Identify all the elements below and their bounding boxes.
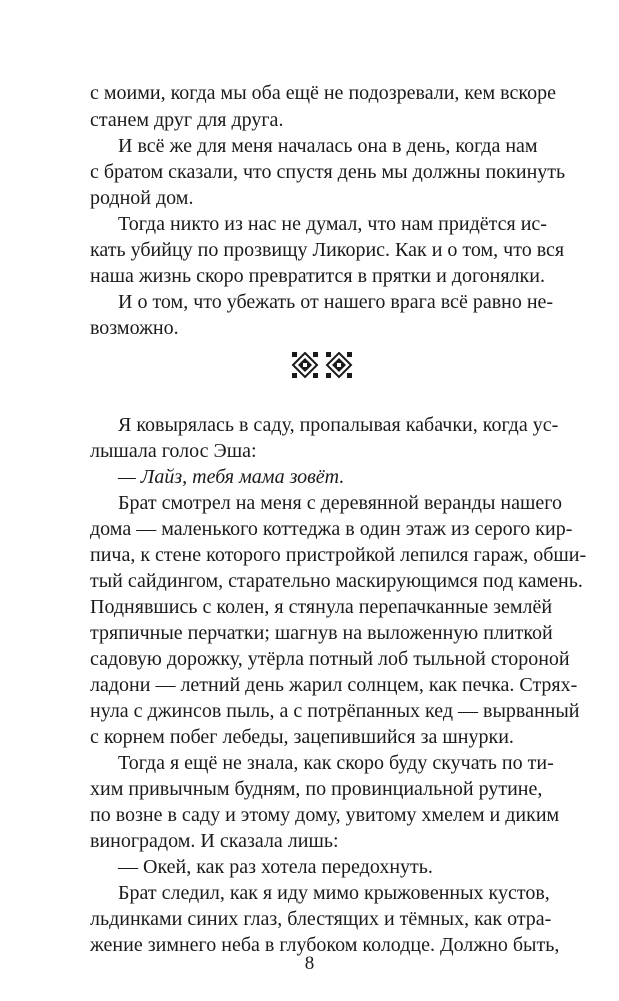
text-line: виноградом. И сказала лишь:	[90, 830, 339, 852]
text-line: Брат смотрел на меня с деревянной веранды нашего	[118, 492, 562, 514]
text-line: льдинками синих глаз, блестящих и тёмных, как отра-	[90, 908, 552, 930]
text-line: И о том, что убежать от нашего врага всё равно не-	[118, 291, 554, 313]
text-line: ладони — летний день жарил солнцем, как печка. Стрях-	[90, 674, 578, 696]
text-line: хим привычным будням, по провинциальной рутине,	[90, 778, 543, 800]
text-line: возможно.	[90, 317, 179, 339]
text-line: Тогда я ещё не знала, как скоро буду скучать по ти-	[118, 752, 554, 774]
text-line: Тогда никто из нас не думал, что нам придётся ис-	[118, 213, 547, 235]
text-line: садовую дорожку, утёрла потный лоб тыльной стороной	[90, 648, 570, 670]
text-line: с братом сказали, что спустя день мы должны покинуть	[90, 161, 566, 183]
dialogue-line: — Лайз, тебя мама зовёт.	[118, 466, 345, 488]
text-line: нула с джинсов пыль, а с потрёпанных кед — вырванный	[90, 700, 580, 722]
text-line: лышала голос Эша:	[90, 440, 257, 462]
page-number: 8	[304, 953, 315, 974]
text-line: И всё же для меня началась она в день, когда нам	[118, 135, 538, 157]
double-diamond-ornament-icon	[290, 352, 358, 380]
dialogue-line: — Окей, как раз хотела передохнуть.	[118, 856, 433, 878]
text-line: кать убийцу по прозвищу Ликорис. Как и о том, что вся	[90, 239, 565, 261]
text-line: с моими, когда мы оба ещё не подозревали, кем вскоре	[90, 82, 556, 104]
text-line: Брат следил, как я иду мимо крыжовенных кустов,	[118, 882, 550, 904]
text-line: тый сайдингом, старательно маскирующимся под камень.	[90, 570, 583, 592]
text-line: пича, к стене которого пристройкой лепился гараж, обши-	[90, 544, 587, 566]
text-line: с корнем побег лебеды, зацепившийся за шнурки.	[90, 726, 514, 748]
text-line: наша жизнь скоро превратится в прятки и догонялки.	[90, 265, 545, 287]
text-line: станем друг для друга.	[90, 109, 284, 131]
text-line: по возне в саду и этому дому, увитому хмелем и диким	[90, 804, 560, 826]
text-line: тряпичные перчатки; шагнув на выложенную плиткой	[90, 622, 553, 644]
text-line: дома — маленького коттеджа в один этаж из серого кир-	[90, 518, 573, 540]
text-line: Я ковырялась в саду, пропалывая кабачки, когда ус-	[118, 414, 559, 436]
text-line: Поднявшись с колен, я стянула перепачканные землёй	[90, 596, 553, 618]
text-line: родной дом.	[90, 187, 194, 209]
text-line: жение зимнего неба в глубоком колодце. Должно быть,	[90, 934, 560, 956]
